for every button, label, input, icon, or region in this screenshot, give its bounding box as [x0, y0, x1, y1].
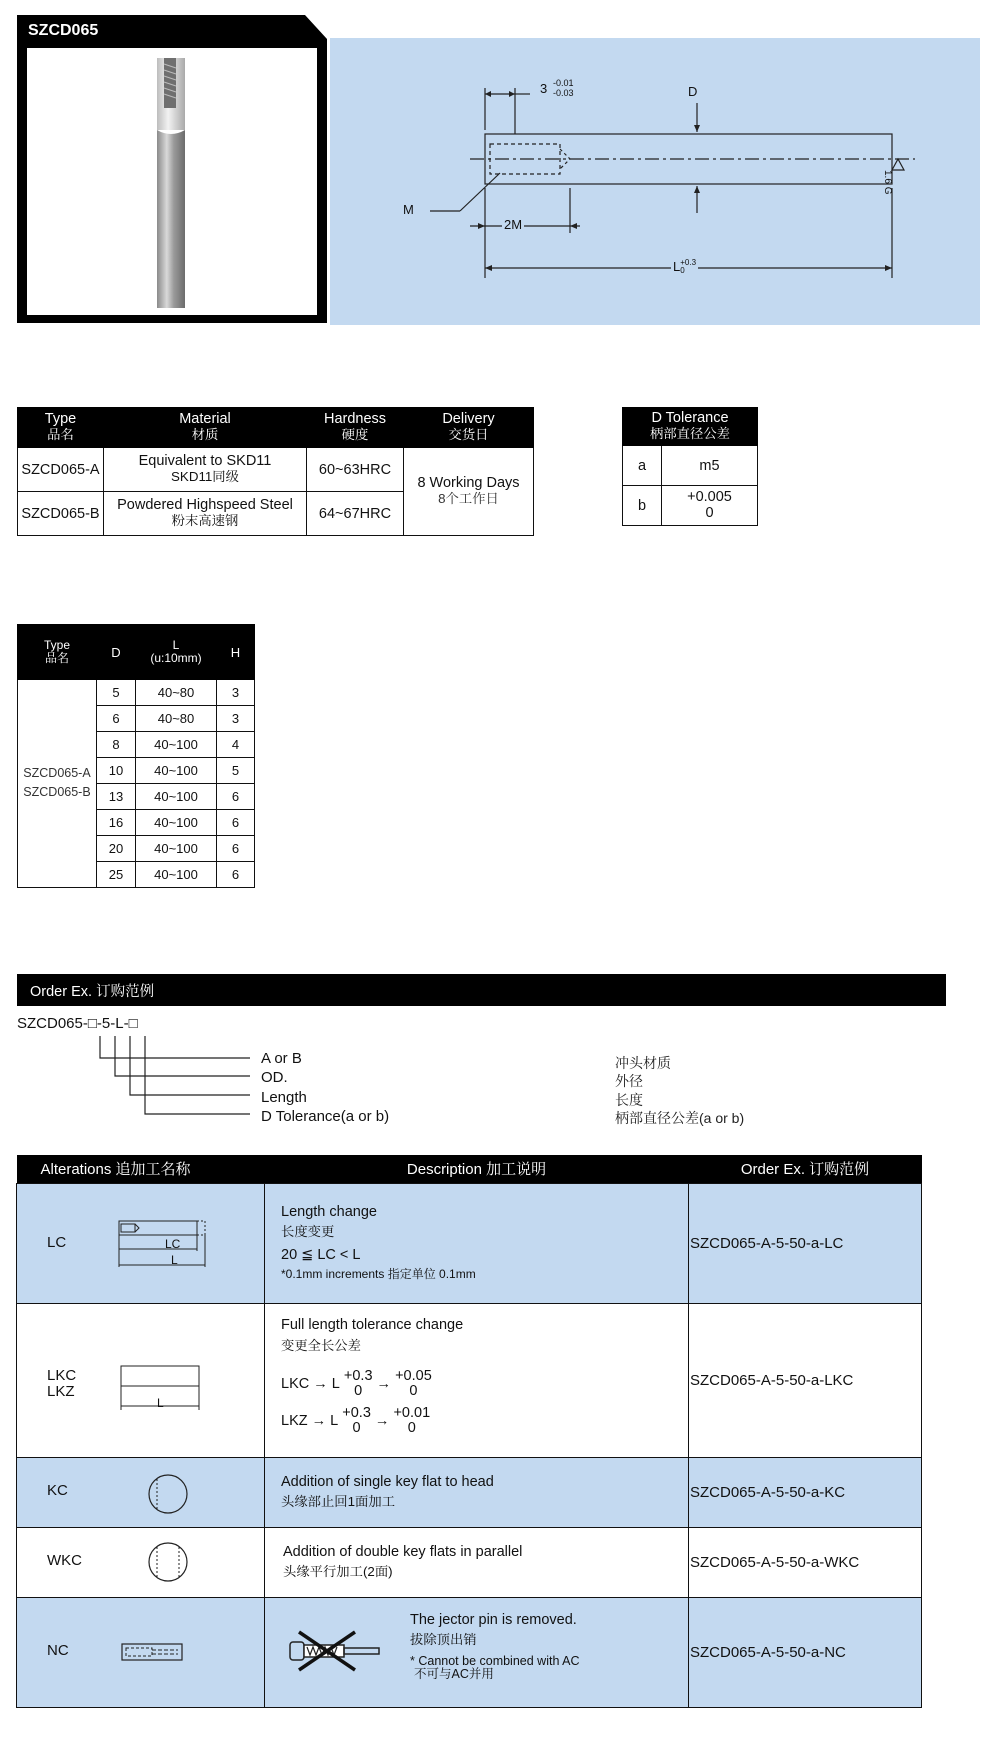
l-cell: 40~80 — [136, 706, 217, 732]
size-header-type: Type 品名 — [18, 625, 97, 680]
alt-desc-en: Length change — [281, 1203, 377, 1220]
alt-code: NC — [47, 1641, 69, 1659]
ejector-pin-crossed-icon — [285, 1626, 385, 1674]
l-cell: 40~80 — [136, 680, 217, 706]
spec-header-material: Material 材质 — [104, 408, 307, 448]
order-item-cn: 冲头材质 — [615, 1055, 671, 1071]
order-leader-lines — [90, 1036, 270, 1120]
dim-3-tolerance: -0.01 -0.03 — [553, 78, 574, 98]
alt-description-cell — [265, 1527, 689, 1597]
tolerance-value: +0.005 0 — [662, 486, 758, 526]
alterations-table — [16, 1155, 922, 1708]
alt-desc-cn: 头缘平行加工(2面) — [283, 1564, 393, 1579]
d-cell: 5 — [97, 680, 136, 706]
order-item-cn: 长度 — [615, 1091, 643, 1108]
label-m: M — [403, 202, 414, 217]
alt-code: KC — [47, 1481, 68, 1499]
h-cell: 6 — [217, 836, 255, 862]
alt-order-cell: SZCD065-A-5-50-a-LC — [689, 1183, 922, 1303]
size-table — [17, 624, 255, 888]
d-cell: 13 — [97, 784, 136, 810]
alt-name-cell — [17, 1597, 265, 1707]
alt-code: LKC LKZ — [47, 1366, 77, 1400]
order-item-cn: 外径 — [615, 1073, 643, 1090]
alteration-row-lkc — [17, 1303, 922, 1457]
size-header-d: D — [97, 625, 136, 680]
alt-name-cell — [17, 1183, 265, 1303]
order-bar-label: Order Ex. 订购范例 — [30, 984, 155, 1000]
alteration-row-kc — [17, 1457, 922, 1527]
order-code: SZCD065-□-5-L-□ — [17, 1015, 138, 1032]
lc-figure-lc: LC — [165, 1236, 181, 1251]
nc-note: * Cannot be combined with AC 不可与AC并用 — [410, 1653, 580, 1682]
lkc-figure-l: L — [157, 1395, 164, 1410]
h-cell: 4 — [217, 732, 255, 758]
tolerance-key: b — [623, 486, 662, 526]
d-cell: 20 — [97, 836, 136, 862]
tolerance-table — [622, 407, 758, 526]
order-item: OD. — [261, 1069, 288, 1087]
alt-code: LC — [47, 1233, 67, 1251]
table-row — [623, 486, 758, 526]
alt-header-order: Order Ex. 订购范例 — [689, 1155, 922, 1183]
table-row — [18, 448, 534, 492]
h-cell: 3 — [217, 706, 255, 732]
hardness-cell: 64~67HRC — [307, 492, 404, 536]
material-cell: Powdered Highspeed Steel 粉末高速钢 — [104, 492, 307, 536]
alt-header-description: Description 加工说明 — [265, 1155, 689, 1183]
d-cell: 8 — [97, 732, 136, 758]
table-row — [18, 680, 255, 706]
dim-3: 3 — [540, 81, 548, 96]
alt-code: WKC — [47, 1551, 82, 1569]
alt-desc-cn: 头缘部止回1面加工 — [281, 1494, 396, 1509]
label-l: L+0.3 0 — [673, 258, 697, 275]
size-header-h: H — [217, 625, 255, 680]
l-cell: 40~100 — [136, 758, 217, 784]
h-cell: 6 — [217, 862, 255, 888]
type-cell: SZCD065-A — [18, 448, 104, 492]
label-d: D — [688, 84, 698, 99]
alt-description-cell — [265, 1457, 689, 1527]
h-cell: 6 — [217, 784, 255, 810]
d-cell: 16 — [97, 810, 136, 836]
material-cell: Equivalent to SKD11 SKD11同级 — [104, 448, 307, 492]
alt-order-cell: SZCD065-A-5-50-a-LKC — [689, 1303, 922, 1457]
alt-desc-en: Addition of single key flat to head — [281, 1474, 494, 1490]
alt-desc-en: Full length tolerance change — [281, 1316, 464, 1333]
order-items-cn — [615, 1054, 744, 1128]
alt-desc-cn: 拔除顶出销 — [410, 1631, 477, 1647]
size-type-cell: SZCD065-A SZCD065-B — [18, 680, 97, 888]
product-code: SZCD065 — [28, 22, 99, 39]
d-cell: 10 — [97, 758, 136, 784]
h-cell: 3 — [217, 680, 255, 706]
lkc-row-1: LKC → L +0.3 0 → +0.05 0 — [281, 1367, 432, 1400]
delivery-cell: 8 Working Days 8个工作日 — [404, 448, 534, 536]
alt-desc-en: The jector pin is removed. — [410, 1611, 577, 1628]
alt-description-cell — [265, 1303, 689, 1457]
lkc-figure — [119, 1364, 219, 1414]
type-cell: SZCD065-B — [18, 492, 104, 536]
punch-photo — [150, 58, 192, 308]
alt-order-cell: SZCD065-A-5-50-a-NC — [689, 1597, 922, 1707]
order-item: D Tolerance(a or b) — [261, 1107, 390, 1125]
label-2m: 2M — [504, 217, 523, 232]
kc-figure — [147, 1473, 191, 1517]
spec-table — [17, 407, 534, 536]
hardness-cell: 60~63HRC — [307, 448, 404, 492]
alt-desc-cn: 长度变更 — [281, 1223, 335, 1239]
lc-note: *0.1mm increments 指定单位 0.1mm — [281, 1266, 476, 1281]
l-cell: 40~100 — [136, 784, 217, 810]
order-item: Length — [261, 1088, 307, 1106]
spec-header-delivery: Delivery 交货日 — [404, 408, 534, 448]
wkc-figure — [147, 1541, 191, 1585]
order-item-cn: 柄部直径公差(a or b) — [615, 1110, 745, 1127]
spec-header-hardness: Hardness 硬度 — [307, 408, 404, 448]
d-cell: 25 — [97, 862, 136, 888]
tolerance-header: D Tolerance 柄部直径公差 — [623, 408, 758, 446]
alt-name-cell — [17, 1457, 265, 1527]
lc-rule: 20 ≦ LC < L — [281, 1246, 361, 1263]
size-header-l: L (u:10mm) — [136, 625, 217, 680]
d-cell: 6 — [97, 706, 136, 732]
order-items-en — [261, 1049, 389, 1126]
nc-description — [410, 1611, 580, 1683]
l-cell: 40~100 — [136, 836, 217, 862]
alt-desc-cn: 变更全长公差 — [281, 1337, 361, 1353]
tolerance-value: m5 — [662, 446, 758, 486]
table-row — [623, 446, 758, 486]
alt-description-cell — [265, 1183, 689, 1303]
h-cell: 6 — [217, 810, 255, 836]
l-cell: 40~100 — [136, 732, 217, 758]
alt-name-cell — [17, 1527, 265, 1597]
alt-order-cell: SZCD065-A-5-50-a-KC — [689, 1457, 922, 1527]
alteration-row-wkc — [17, 1527, 922, 1597]
lkc-row-2: LKZ → L +0.3 0 → +0.01 0 — [281, 1404, 431, 1437]
order-item: A or B — [261, 1050, 302, 1067]
alt-desc-en: Addition of double key flats in parallel — [283, 1544, 523, 1560]
tolerance-key: a — [623, 446, 662, 486]
nc-figure — [120, 1641, 186, 1665]
h-cell: 5 — [217, 758, 255, 784]
order-bar — [17, 974, 946, 1006]
spec-header-type: Type 品名 — [18, 408, 104, 448]
l-cell: 40~100 — [136, 810, 217, 836]
lc-figure-l: L — [171, 1252, 178, 1267]
alteration-row-lc — [17, 1183, 922, 1303]
alteration-row-nc — [17, 1597, 922, 1707]
alt-header-name: Alterations 追加工名称 — [17, 1155, 265, 1183]
alt-order-cell: SZCD065-A-5-50-a-WKC — [689, 1527, 922, 1597]
alt-description-cell — [265, 1597, 689, 1707]
roughness-label: 1.6 G — [882, 170, 893, 195]
alt-name-cell — [17, 1303, 265, 1457]
l-cell: 40~100 — [136, 862, 217, 888]
